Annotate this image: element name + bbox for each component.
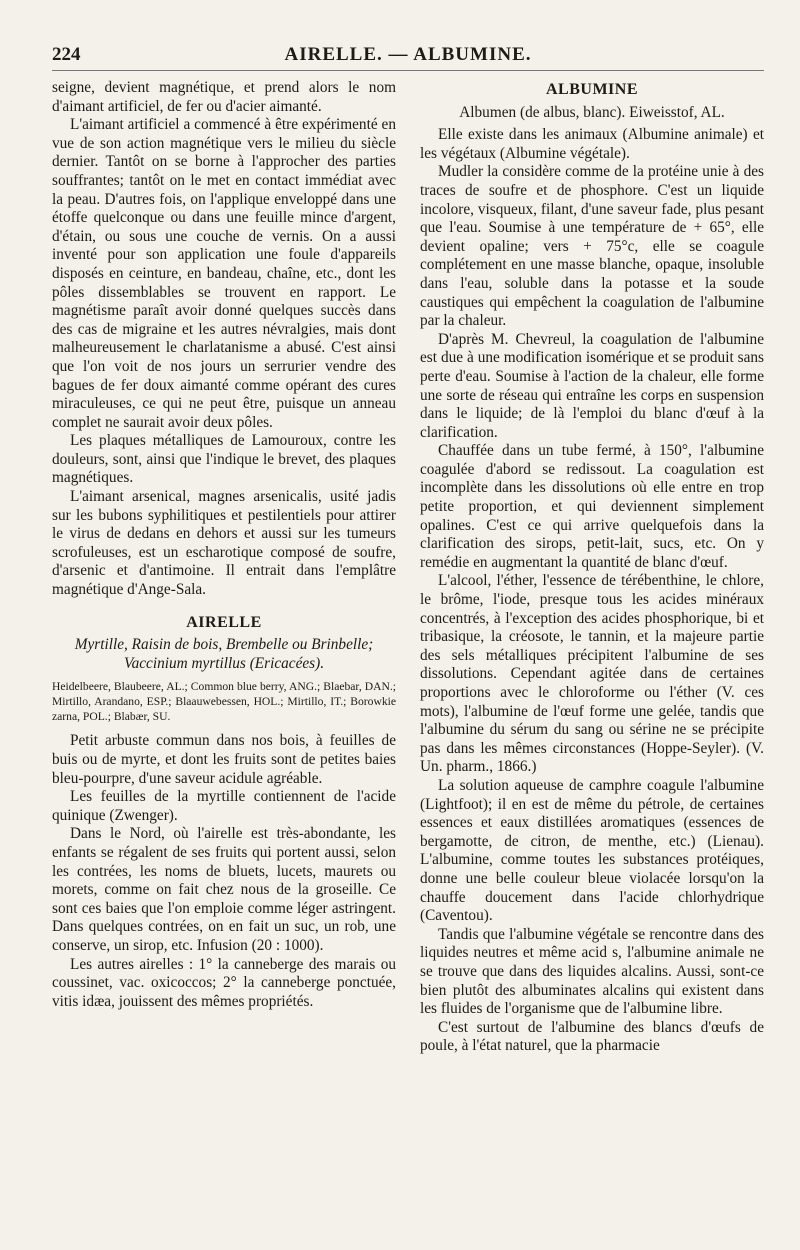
paragraph: Les feuilles de la myrtille contiennent de l'acide quinique (Zwenger). <box>52 788 396 824</box>
section-subtitle-airelle: Myrtille, Raisin de bois, Brembelle ou Brinbelle; Vaccinium myrtillus (Ericacées). <box>74 636 374 672</box>
paragraph: L'aimant artificiel a commencé à être expérimenté en vue de son action magnétique vers le milieu du siècle dernier. Tantôt on se borne à l'approcher des parties souffrantes; tantôt on le met en contact immédiat avec la peau. D'autres fois, on l'applique enveloppé dans une étoffe quelconque ou dans une feuille mince d'argent, d'étain, ou sous une couche de vernis. On a aussi inventé pour son application une foule d'appareils disposés en ceinture, en bandeau, chaîne, etc., dont les pôles dissemblables se trouvent en rapport. Le magnétisme paraît avoir donné quelques succès dans des cas de migraine et les autres névralgies, mais dont malheureusement le charlatanisme a abusé. C'est ainsi que l'on voit de nos jours un serrurier vendre des bagues de fer doux aimanté comme opérant des cures miraculeuses, ce qui ne peut être, puisque un anneau complet ne saurait avoir deux pôles. <box>52 116 396 431</box>
paragraph: L'alcool, l'éther, l'essence de térébenthine, le chlore, le brôme, l'iode, presque tous les acides minéraux concentrés, à l'exception des acides phosphorique, bi et tribasique, la créosote, le tannin, et la majeure partie des sels métalliques précipitent l'albumine de ses dissolutions. Cependant agitée dans de certaines proportions avec le chloroforme ou l'éther (V. ces mots), l'albumine de l'œuf forme une gelée, tandis que l'albumine du sérum du sang ou sérine ne se précipite pas dans les mêmes circonstances (Hoppe-Seyler). (V. Un. pharm., 1866.) <box>420 572 764 776</box>
paragraph: Les plaques métalliques de Lamouroux, contre les douleurs, sont, ainsi que l'indique le brevet, des plaques magnétiques. <box>52 432 396 487</box>
paragraph: D'après M. Chevreul, la coagulation de l'albumine est due à une modification isomérique et se produit sans perte d'eau. Soumise à l'action de la chaleur, elle forme une sorte de réseau qui entraîne les corps en suspension dans le liquide; de là l'emploi du blanc d'œuf à la clarification. <box>420 330 764 441</box>
text-columns <box>52 79 764 1056</box>
paragraph: C'est surtout de l'albumine des blancs d'œufs de poule, à l'état naturel, que la pharmacie <box>420 1018 764 1055</box>
paragraph: La solution aqueuse de camphre coagule l'albumine (Lightfoot); il en est de même du pétrole, de certaines essences et eaux distillées aromatiques (essences de bergamotte, de citron, de menthe, etc.) (Lienau). L'albumine, comme toutes les substances protéiques, donne une belle couleur bleue violacée lorsqu'on la chauffe doucement dans l'acide chlorhydrique (Caventou). <box>420 776 764 925</box>
paragraph: Mudler la considère comme de la protéine unie à des traces de soufre et de phosphore. C'est un liquide incolore, visqueux, filant, d'une saveur fade, plus pesant que l'eau. Soumise à une température de + 65°, elle devient opaline; vers + 75°c, elle se coagule complétement en une masse blanche, opaque, insoluble dans l'eau, soluble dans la potasse et la soude caustiques qui empêchent la coagulation de l'albumine par la chaleur. <box>420 163 764 330</box>
paragraph: Chauffée dans un tube fermé, à 150°, l'albumine coagulée d'abord se redissout. La coagulation est incomplète dans les dissolutions où elle entre en trop petite proportion, et qui deviennent simplement opalines. C'est ce qui arrive quelquefois dans la clarification des sirops, petit-lait, sucs, etc. On y remédie en augmentant la quantité de blanc d'œuf. <box>420 442 764 571</box>
paragraph: Elle existe dans les animaux (Albumine animale) et les végétaux (Albumine végétale). <box>420 126 764 162</box>
running-head: AIRELLE. — ALBUMINE. <box>284 44 532 65</box>
section-title-airelle: AIRELLE <box>186 613 262 631</box>
page-header <box>52 40 764 70</box>
header-rule <box>52 70 764 71</box>
section-subtitle-albumine: Albumen (de albus, blanc). Eiweisstof, AL. <box>459 103 725 121</box>
paragraph: Les autres airelles : 1° la canneberge des marais ou coussinet, vac. oxicoccos; 2° la canneberge ponctuée, vitis idæa, jouissent des mêmes propriétés. <box>52 955 396 1010</box>
paragraph: Tandis que l'albumine végétale se rencontre dans des liquides neutres et même acid s, l'albumine animale ne se trouve que dans des liquides alcalins. Aussi, sont-ce bien plutôt des albuminates alcalins qui existent dans les fluides de l'organisme que de l'albumine libre. <box>420 925 764 1018</box>
paragraph: Dans le Nord, où l'airelle est très-abondante, les enfants se régalent de ses fruits qui portent aussi, selon les contrées, les noms de bluets, lucets, maurets ou morets, comme on fait chez nous de la groseille. Ce sont ces baies que l'on emploie comme léger astringent. Dans quelques contrées, on en fait un suc, un rob, une conserve, un sirop, etc. Infusion (20 : 1000). <box>52 825 396 954</box>
section-title-albumine: ALBUMINE <box>545 81 638 98</box>
paragraph: L'aimant arsenical, magnes arsenicalis, usité jadis sur les bubons syphilitiques et pestilentiels pour attirer le virus de dedans en dehors et aussi sur les tumeurs scrofuleuses, est un escharotique composé de soufre, d'arsenic et d'antimoine. Il entrait dans l'emplâtre magnétique d'Ange-Sala. <box>52 488 396 599</box>
left-column <box>52 79 396 1056</box>
vernacular-names: Heidelbeere, Blaubeere, AL.; Common blue berry, ANG.; Blaebar, DAN.; Mirtillo, Arandano, ESP.; Blaauwebessen, HOL.; Mirtillo, IT.; Borowkie zarna, POL.; Blabær, SU. <box>52 680 396 724</box>
right-column <box>420 79 764 1056</box>
paragraph: seigne, devient magnétique, et prend alors le nom d'aimant artificiel, de fer ou d'acier aimanté. <box>52 79 396 115</box>
paragraph: Petit arbuste commun dans nos bois, à feuilles de buis ou de myrte, et dont les fruits sont de petites baies bleu-pourpre, d'une saveur acidule agréable. <box>52 732 396 787</box>
page-number: 224 <box>52 44 81 65</box>
